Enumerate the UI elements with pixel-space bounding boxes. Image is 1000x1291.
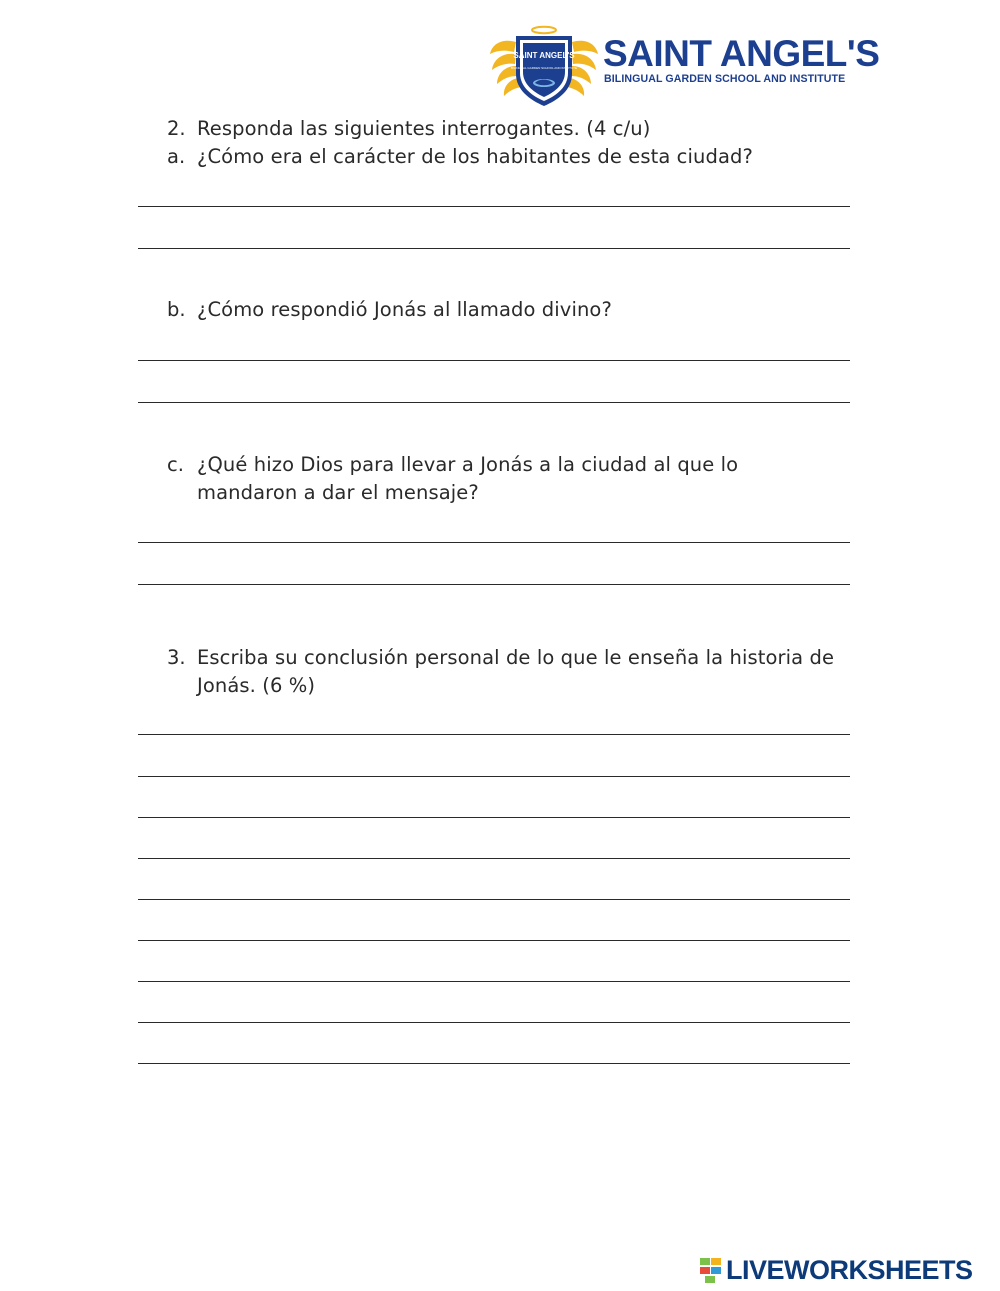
section-3-text-line-1: Escriba su conclusión personal de lo que le enseña la historia de xyxy=(197,646,835,669)
section-2-prompt: Responda las siguientes interrogantes. (4 c/u) xyxy=(197,117,651,140)
answer-line-3-5[interactable] xyxy=(138,899,850,900)
crest-motto-text: BILINGUAL GARDEN SCHOOL AND INSTITUTE xyxy=(511,66,577,70)
answer-line-3-9[interactable] xyxy=(138,1063,850,1064)
liveworksheets-logo-icon xyxy=(700,1258,722,1284)
badge-green xyxy=(700,1258,710,1265)
answer-line-3-7[interactable] xyxy=(138,981,850,982)
answer-line-3-2[interactable] xyxy=(138,776,850,777)
question-b-text: ¿Cómo respondió Jonás al llamado divino? xyxy=(197,298,612,321)
answer-line-c1[interactable] xyxy=(138,542,850,543)
section-3-text-line-2: Jonás. (6 %) xyxy=(197,674,316,697)
answer-line-b2[interactable] xyxy=(138,402,850,403)
question-a-text: ¿Cómo era el carácter de los habitantes de esta ciudad? xyxy=(197,145,753,168)
school-crest-logo xyxy=(488,22,600,108)
school-name: SAINT ANGEL'S xyxy=(603,33,880,74)
answer-line-3-1[interactable] xyxy=(138,734,850,735)
answer-line-3-4[interactable] xyxy=(138,858,850,859)
section-3-number: 3. xyxy=(167,646,186,669)
question-b-letter: b. xyxy=(167,298,186,321)
answer-line-a2[interactable] xyxy=(138,248,850,249)
school-subtitle: BILINGUAL GARDEN SCHOOL AND INSTITUTE xyxy=(604,73,846,85)
question-c-text-line-2: mandaron a dar el mensaje? xyxy=(197,481,479,504)
question-c-text-line-1: ¿Qué hizo Dios para llevar a Jonás a la ciudad al que lo xyxy=(197,453,739,476)
question-a-letter: a. xyxy=(167,145,186,168)
badge-blue xyxy=(711,1267,721,1274)
crest-name-text: SAINT ANGEL'S xyxy=(513,51,575,60)
answer-line-3-8[interactable] xyxy=(138,1022,850,1023)
answer-line-a1[interactable] xyxy=(138,206,850,207)
badge-red xyxy=(700,1267,710,1274)
answer-line-b1[interactable] xyxy=(138,360,850,361)
liveworksheets-brand[interactable]: LIVEWORKSHEETS xyxy=(726,1255,973,1285)
answer-line-c2[interactable] xyxy=(138,584,850,585)
question-c-letter: c. xyxy=(167,453,184,476)
badge-green-2 xyxy=(705,1276,715,1283)
answer-line-3-6[interactable] xyxy=(138,940,850,941)
answer-line-3-3[interactable] xyxy=(138,817,850,818)
section-2-number: 2. xyxy=(167,117,186,140)
badge-yellow xyxy=(711,1258,721,1265)
